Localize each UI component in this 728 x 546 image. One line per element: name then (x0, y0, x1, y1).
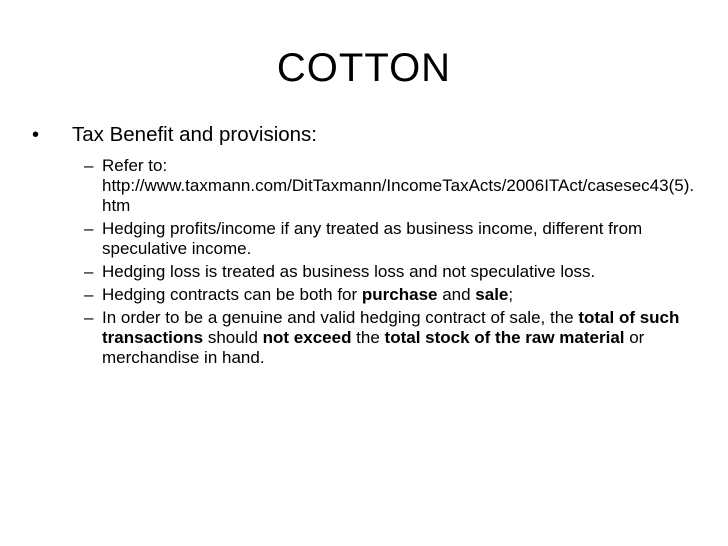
dash-icon: – (84, 285, 94, 304)
refer-label: Refer to: (102, 156, 168, 175)
slide-title: COTTON (276, 46, 452, 90)
sub-item-text: In order to be a genuine and valid hedging contract of sale, the total of such transactions should not exceed the total stock of the raw material or merchandise in hand. (102, 308, 680, 367)
dash-icon: – (84, 219, 94, 238)
dash-icon: – (84, 262, 94, 281)
sub-bullet-list (30, 156, 700, 368)
sub-item-refer (30, 156, 700, 216)
dash-icon: – (84, 156, 94, 175)
dash-icon: – (84, 308, 94, 327)
sub-item-text: Hedging loss is treated as business loss and not speculative loss. (102, 262, 596, 281)
sub-item-hedging-loss (30, 262, 700, 282)
bold-total-transactions: total of such transactions (102, 308, 680, 347)
sub-item-hedging-contracts (30, 285, 700, 305)
bold-sale: sale (475, 285, 509, 304)
sub-item-text: Hedging contracts can be both for purchase and sale; (102, 285, 514, 304)
bullet-tax-benefit (30, 122, 700, 148)
sub-item-hedging-profits (30, 219, 700, 259)
sub-item-genuine-hedging (30, 308, 700, 368)
sub-item-text: Hedging profits/income if any treated as business income, different from speculative income. (102, 219, 643, 258)
bold-not-exceed: not exceed (262, 328, 352, 347)
bold-total-stock: total stock of the raw material (384, 328, 625, 347)
refer-url-link[interactable]: http://www.taxmann.com/DitTaxmann/IncomeTaxActs/2006ITAct/casesec43(5).htm (102, 176, 695, 215)
slide-content (30, 122, 700, 371)
bullet-text: Tax Benefit and provisions: (72, 123, 317, 146)
bullet-icon: • (32, 124, 40, 146)
bold-purchase: purchase (361, 285, 438, 304)
